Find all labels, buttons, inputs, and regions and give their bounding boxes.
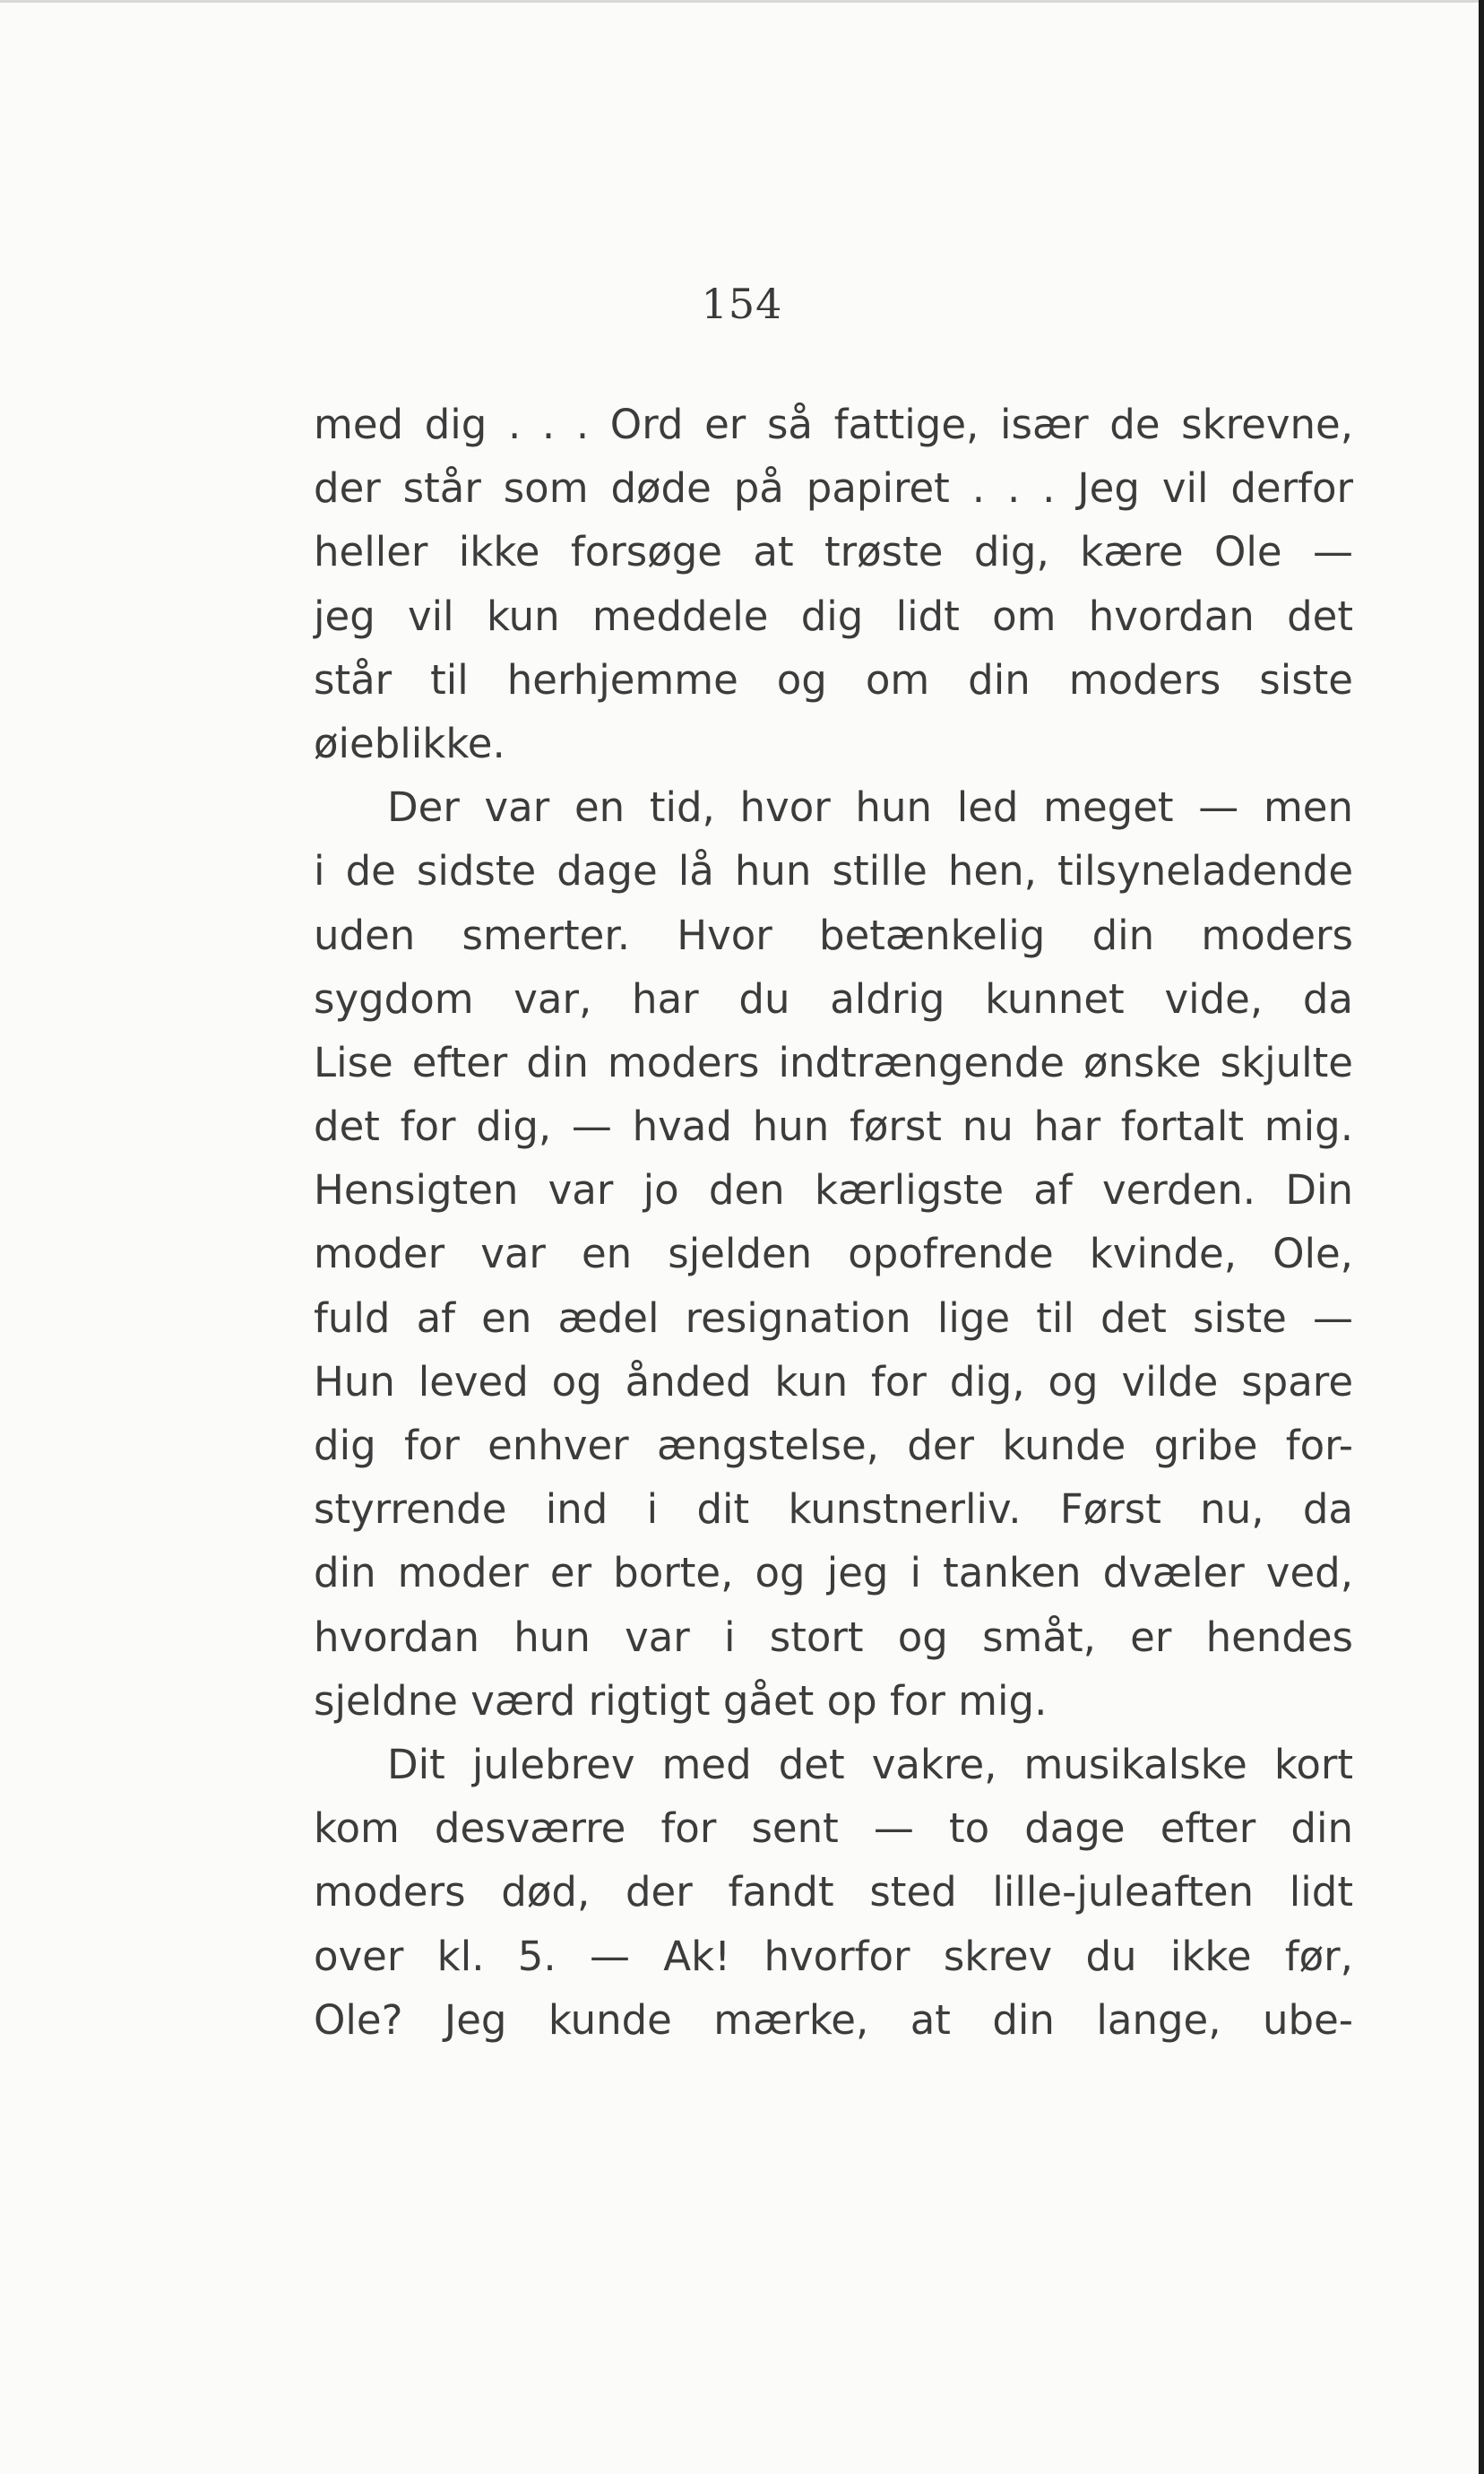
text-line: med dig . . . Ord er så fattige, især de skrevne, <box>314 401 1353 448</box>
text-line: står til herhjemme og om din moders siste <box>314 655 1353 704</box>
page-top-edge <box>0 0 1484 3</box>
text-line: styrrende ind i dit kunstnerliv. Først nu, da <box>314 1485 1353 1534</box>
text-line: Hensigten var jo den kærligste af verden. Din <box>314 1166 1353 1215</box>
text-line: det for dig, — hvad hun først nu har fortalt mig. <box>314 1103 1353 1151</box>
text-line: Lise efter din moders indtrængende ønske skjulte <box>314 1038 1353 1086</box>
text-line: fuld af en ædel resignation lige til det siste — <box>314 1293 1353 1342</box>
text-line: der står som døde på papiret . . . Jeg vil derfor <box>314 464 1353 513</box>
text-line: jeg vil kun meddele dig lidt om hvordan det <box>314 592 1353 640</box>
text-line: moder var en sjelden opofrende kvinde, Ole, <box>314 1230 1353 1278</box>
text-line: over kl. 5. — Ak! hvorfor skrev du ikke før, <box>314 1932 1353 1980</box>
page-number: 154 <box>701 280 783 328</box>
text-line: heller ikke forsøge at trøste dig, kære Ole — <box>314 528 1353 576</box>
text-line: øieblikke. <box>314 719 505 767</box>
page-right-edge <box>1479 0 1484 2474</box>
text-line: uden smerter. Hvor betænkelig din moders <box>314 911 1353 959</box>
text-line: sygdom var, har du aldrig kunnet vide, da <box>314 974 1353 1023</box>
text-line: din moder er borte, og jeg i tanken dvæler ved, <box>314 1549 1353 1597</box>
text-line: Der var en tid, hvor hun led meget — men <box>387 783 1353 832</box>
text-line: i de sidste dage lå hun stille hen, tilsyneladende <box>314 847 1353 895</box>
text-line: Hun leved og ånded kun for dig, og vilde spare <box>314 1357 1353 1406</box>
text-line: Ole? Jeg kunde mærke, at din lange, ube- <box>314 1995 1353 2044</box>
text-line: moders død, der fandt sted lille-juleaften lidt <box>314 1868 1353 1916</box>
text-line: dig for enhver ængstelse, der kunde gribe for- <box>314 1422 1353 1469</box>
body-text <box>314 393 1353 2052</box>
text-line: kom desværre for sent — to dage efter din <box>314 1804 1353 1853</box>
text-line: sjeldne værd rigtigt gået op for mig. <box>314 1676 1048 1725</box>
text-line: Dit julebrev med det vakre, musikalske kort <box>387 1740 1353 1788</box>
text-line: hvordan hun var i stort og småt, er hendes <box>314 1613 1353 1661</box>
